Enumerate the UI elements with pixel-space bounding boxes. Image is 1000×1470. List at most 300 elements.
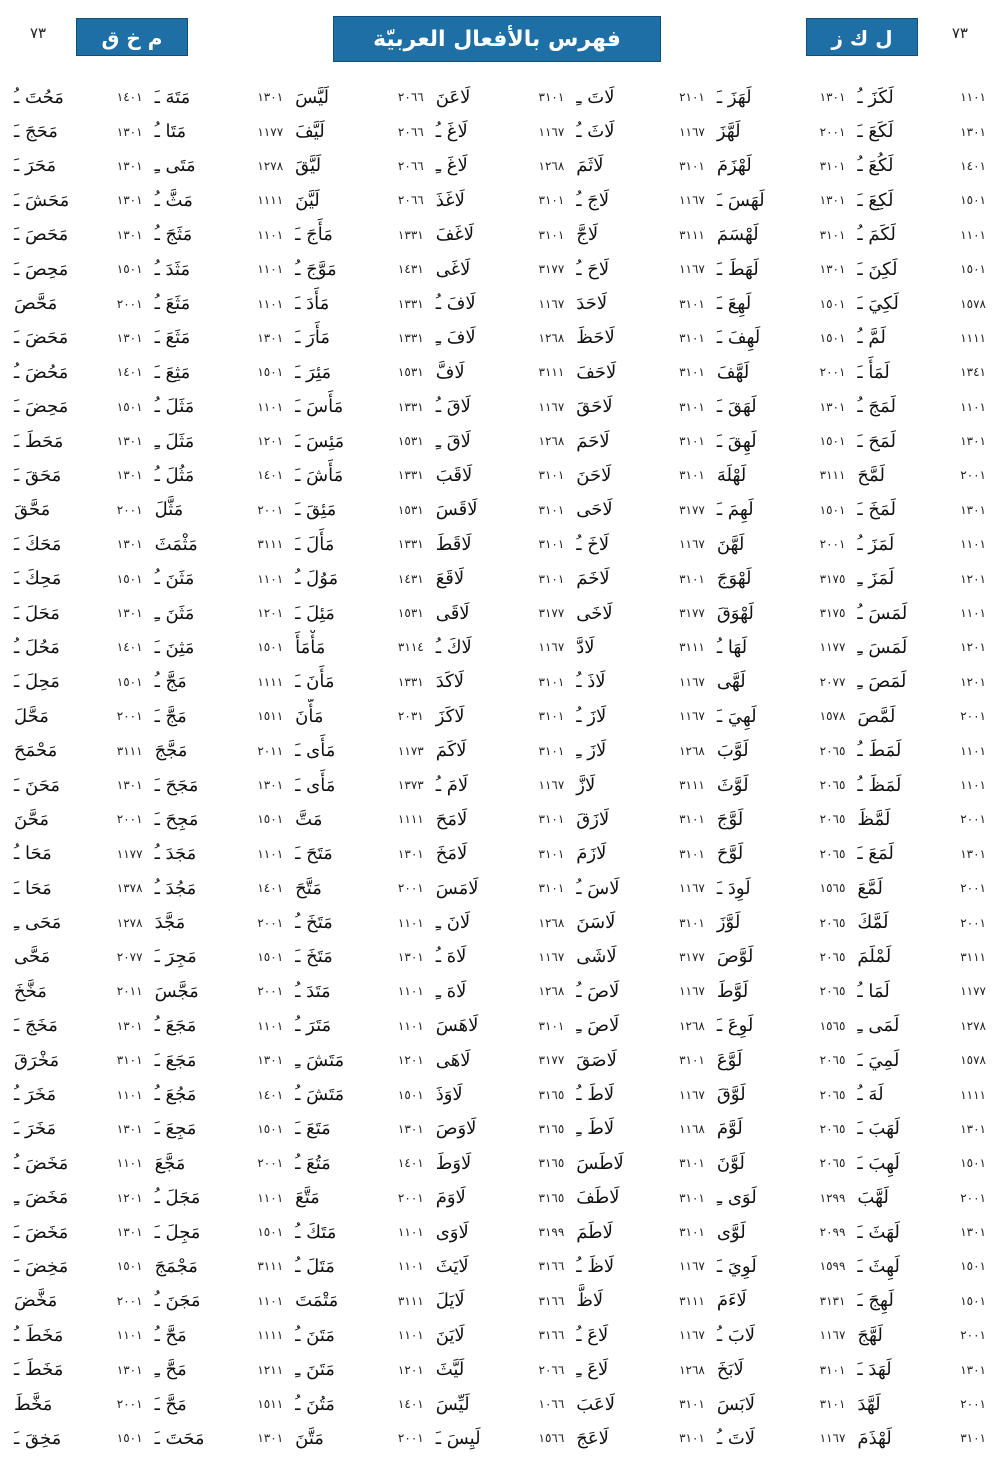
index-entry <box>149 1077 290 1111</box>
index-entry <box>570 1215 711 1249</box>
index-entry <box>149 733 290 767</box>
entry-verb: لَازَمَ <box>576 843 607 865</box>
entry-code: ١١١١ <box>257 674 284 689</box>
index-entry <box>430 321 571 355</box>
entry-verb: مَثَنَ ـُ <box>154 568 195 590</box>
index-entry <box>851 114 992 148</box>
entry-verb: لَوَّجَ <box>716 808 744 830</box>
entry-verb: مَجُعَ ـُ <box>154 1084 197 1106</box>
entry-verb: مَتَعَ ـَ <box>295 1118 331 1140</box>
index-entry <box>149 1352 290 1386</box>
index-entry <box>570 940 711 974</box>
entry-verb: مَتَخَ ـُ <box>295 912 333 934</box>
entry-code: ١٣٠١ <box>960 1121 986 1136</box>
entry-verb: لَهِيَ ـَ <box>716 705 757 727</box>
index-entry <box>8 630 149 664</box>
index-entry <box>851 768 992 802</box>
entry-verb: مَتَشَ ـُ <box>295 1084 345 1106</box>
index-entry <box>570 1387 711 1421</box>
entry-verb: مَئِلَ ـَ <box>295 602 335 624</box>
index-entry <box>430 1421 571 1455</box>
entry-code: ١١٠١ <box>257 571 284 586</box>
index-entry <box>711 493 852 527</box>
entry-code: ٣١٠١ <box>538 812 565 827</box>
entry-verb: لَاطَ ـُ <box>576 1084 615 1106</box>
entry-verb: مَحَرَ ـَ <box>14 155 57 177</box>
index-entry <box>430 768 571 802</box>
index-entry <box>430 1215 571 1249</box>
entry-verb: مَثَجَ ـُ <box>154 224 193 246</box>
entry-verb: مَحَضَ ـَ <box>14 327 69 349</box>
entry-verb: لَاوَى <box>435 1221 469 1243</box>
entry-verb: لَهَّنَ <box>716 533 745 555</box>
entry-verb: مَثَلَ ـِ <box>154 430 195 452</box>
index-entry <box>289 1009 430 1043</box>
entry-code: ٢٠٠١ <box>397 881 424 896</box>
entry-code: ١٥٠١ <box>257 812 284 827</box>
index-entry <box>851 561 992 595</box>
index-entry <box>149 252 290 286</box>
index-entry <box>851 1318 992 1352</box>
index-entry <box>851 493 992 527</box>
entry-verb: لَيِسَ ـَ <box>435 1427 481 1449</box>
index-entry <box>851 1215 992 1249</box>
index-entry <box>8 355 149 389</box>
index-entry <box>570 1077 711 1111</box>
entry-code: ١٣٣١ <box>397 468 424 483</box>
entry-code: ١١٦٧ <box>538 124 565 139</box>
index-entry <box>8 1249 149 1283</box>
entry-verb: مَأَّنَ <box>295 705 324 727</box>
entry-code: ١٣٠١ <box>257 1053 284 1068</box>
entry-code: ١٤٠١ <box>116 90 143 105</box>
entry-code: ٢٠٠١ <box>116 812 143 827</box>
entry-verb: لَاظَ ـُ <box>576 1255 615 1277</box>
entry-verb: لَاعَبَ <box>576 1393 615 1415</box>
entry-verb: لَاهَ ـُ <box>435 946 467 968</box>
index-entry <box>149 940 290 974</box>
index-entry <box>570 149 711 183</box>
entry-code: ١٣٠١ <box>819 90 846 105</box>
index-entry <box>851 1077 992 1111</box>
entry-code: ٣١٦٥ <box>538 1190 565 1205</box>
index-entry <box>570 252 711 286</box>
entry-code: ١١٠١ <box>257 262 284 277</box>
index-entry <box>430 871 571 905</box>
entry-code: ٢٠٠١ <box>116 1293 143 1308</box>
index-entry <box>149 596 290 630</box>
entry-verb: لَامَسَ <box>435 877 479 899</box>
entry-code: ١٣٠١ <box>116 227 143 242</box>
entry-verb: لَمَّعَ <box>857 877 883 899</box>
index-entry <box>570 596 711 630</box>
entry-verb: مَتُعَ ـُ <box>295 1152 331 1174</box>
entry-verb: لَهْزَمَ <box>716 155 752 177</box>
entry-code: ٣١٠١ <box>538 1018 565 1033</box>
entry-code: ١٥٠١ <box>116 262 143 277</box>
entry-verb: مَخَضَ ـُ <box>14 1152 69 1174</box>
index-entry <box>149 114 290 148</box>
entry-verb: لَهَّفَ <box>716 361 750 383</box>
index-entry <box>149 493 290 527</box>
entry-code: ١٣٠١ <box>257 330 284 345</box>
index-entry <box>570 1421 711 1455</box>
page-number-left: ٧٣ <box>30 24 47 42</box>
entry-code: ١٣٠١ <box>116 158 143 173</box>
index-entry <box>570 1284 711 1318</box>
entry-code: ٢٠٦٥ <box>819 1053 846 1068</box>
index-entry <box>289 837 430 871</box>
entry-verb: لَهَبَ ـَ <box>857 1118 900 1140</box>
entry-verb: مَتَكَ ـُ <box>295 1221 337 1243</box>
index-entry <box>149 974 290 1008</box>
entry-verb: لَاقَطَ <box>435 533 472 555</box>
entry-verb: لَاعَ ـِ <box>576 1359 609 1381</box>
entry-code: ١١٠١ <box>257 1018 284 1033</box>
index-entry <box>149 561 290 595</box>
entry-code: ٣١٠١ <box>538 502 565 517</box>
index-entry <box>8 1215 149 1249</box>
index-entry <box>711 630 852 664</box>
index-entry <box>289 630 430 664</box>
index-entry <box>289 114 430 148</box>
index-entry <box>851 183 992 217</box>
index-entry <box>289 149 430 183</box>
entry-verb: لَاظَّ <box>576 1290 604 1312</box>
index-entry <box>430 630 571 664</box>
index-entry <box>149 458 290 492</box>
entry-verb: مَثَّ ـُ <box>154 189 193 211</box>
entry-verb: مَحَّى <box>14 946 51 968</box>
entry-code: ٣١٠١ <box>538 468 565 483</box>
entry-code: ١٣٠١ <box>116 330 143 345</box>
entry-code: ١٤٠١ <box>960 158 986 173</box>
entry-code: ١١٠١ <box>397 1328 424 1343</box>
entry-verb: لَاصَ ـِ <box>576 1015 620 1037</box>
entry-code: ١٣٠١ <box>116 124 143 139</box>
index-entry <box>149 871 290 905</box>
index-entry <box>570 1009 711 1043</box>
entry-verb: مَجْمَجَ <box>154 1255 198 1277</box>
entry-code: ١١٧٧ <box>257 124 284 139</box>
entry-code: ١٥١١ <box>257 709 284 724</box>
entry-code: ١٥٠١ <box>960 1293 986 1308</box>
entry-code: ٣١٠١ <box>679 399 705 414</box>
index-entry <box>851 1421 992 1455</box>
index-entry <box>711 1421 852 1455</box>
entry-verb: مَخْرَقَ <box>14 1049 60 1071</box>
entry-verb: لَايَنَ <box>435 1324 465 1346</box>
index-entry <box>149 1181 290 1215</box>
entry-verb: لَهِعَ ـَ <box>716 293 752 315</box>
entry-verb: لَهَثَ ـَ <box>857 1221 900 1243</box>
entry-verb: لَاغَ ـِ <box>435 155 468 177</box>
entry-code: ١١٧٧ <box>819 640 846 655</box>
entry-verb: لَوَّقَ <box>716 1084 746 1106</box>
index-entry <box>570 355 711 389</box>
entry-verb: لَامَحَ <box>435 808 468 830</box>
entry-code: ١٣٠١ <box>116 778 143 792</box>
entry-verb: مَخَضَ ـِ <box>14 1187 69 1209</box>
entry-verb: لَاعَنَ <box>435 86 471 108</box>
index-entry <box>289 974 430 1008</box>
entry-verb: لَاحَقَ <box>576 396 613 418</box>
index-entry <box>8 1043 149 1077</box>
index-entry <box>851 458 992 492</box>
entry-verb: لَوَّمَ <box>716 1118 743 1140</box>
entry-verb: لَمِيَ ـَ <box>857 1049 900 1071</box>
entry-code: ١١٠١ <box>397 1018 424 1033</box>
entry-verb: مَثِنَ ـَ <box>154 636 195 658</box>
entry-code: ٣١٦٥ <box>538 1087 565 1102</box>
entry-verb: لَاكَزَ <box>435 705 465 727</box>
index-entry <box>570 183 711 217</box>
entry-verb: مَجَّدَ <box>154 912 186 934</box>
index-entry <box>8 1318 149 1352</box>
entry-verb: لَمَّظَ <box>857 808 891 830</box>
index-entry <box>711 1215 852 1249</box>
entry-verb: مَجَّجَ <box>154 740 188 762</box>
entry-verb: مَخَّخَ <box>14 980 47 1002</box>
entry-code: ١٥٠١ <box>819 296 846 311</box>
entry-verb: لَوَى ـِ <box>716 1187 757 1209</box>
index-entry <box>430 424 571 458</box>
entry-verb: لَوَّصَ <box>716 946 754 968</box>
index-entry <box>851 1146 992 1180</box>
entry-code: ١٥٠١ <box>257 1225 284 1240</box>
entry-code: ٢٠٠١ <box>257 1156 284 1171</box>
index-entry <box>8 1146 149 1180</box>
entry-code: ١١٠١ <box>257 1190 284 1205</box>
index-entry <box>430 699 571 733</box>
index-entry <box>149 321 290 355</box>
entry-code: ١٥٠١ <box>116 571 143 586</box>
entry-verb: مَحْمَحَ <box>14 740 58 762</box>
entry-code: ١٣٠١ <box>257 778 284 792</box>
index-entry <box>149 183 290 217</box>
index-entry <box>8 218 149 252</box>
entry-code: ١١٠١ <box>397 1259 424 1274</box>
index-entry <box>430 114 571 148</box>
entry-verb: لَيَّقَ <box>295 155 322 177</box>
index-entry <box>289 321 430 355</box>
index-entry <box>289 1352 430 1386</box>
index-entry <box>570 699 711 733</box>
index-entry <box>851 699 992 733</box>
entry-code: ١٣٠١ <box>960 124 986 139</box>
index-entry <box>430 837 571 871</box>
entry-code: ١٢٧٨ <box>257 158 284 173</box>
entry-code: ١٥٦٥ <box>819 881 846 896</box>
entry-verb: لَايَلَ <box>435 1290 465 1312</box>
entry-code: ٣١٧٥ <box>819 606 846 621</box>
entry-code: ١٣٠١ <box>819 262 846 277</box>
entry-verb: لَافَّ <box>435 361 465 383</box>
entry-verb: مَجَعَ ـَ <box>154 1049 197 1071</box>
index-entry <box>8 871 149 905</box>
entry-verb: لَهَ ـُ <box>857 1084 884 1106</box>
entry-code: ١٢٦٨ <box>538 434 565 449</box>
entry-verb: مَتَلَ ـُ <box>295 1255 335 1277</box>
entry-verb: لَاوَصَ <box>435 1118 477 1140</box>
index-entry <box>570 1112 711 1146</box>
entry-verb: لَهَّدَ <box>857 1393 881 1415</box>
entry-code: ١٣٠١ <box>116 193 143 208</box>
entry-verb: مَجِرَ ـَ <box>154 946 197 968</box>
entry-verb: مَتَّنَ <box>295 1427 324 1449</box>
entry-verb: لَهَا ـُ <box>716 636 748 658</box>
entry-code: ١١٦٧ <box>679 193 705 208</box>
entry-code: ١٢٠١ <box>960 571 986 586</box>
entry-code: ١٣٠١ <box>960 434 986 449</box>
entry-verb: مَجَّ ـُ <box>154 671 187 693</box>
index-entry <box>711 974 852 1008</box>
entry-code: ١٠٦٦ <box>538 1397 565 1412</box>
entry-code: ٢٠٦٦ <box>397 158 424 173</box>
index-entry <box>8 1181 149 1215</box>
index-entry <box>711 699 852 733</box>
entry-code: ٣١٣١ <box>819 1293 846 1308</box>
entry-code: ١١٦٧ <box>538 399 565 414</box>
index-entry <box>8 837 149 871</box>
index-entry <box>711 871 852 905</box>
entry-verb: مَحَّنَ <box>14 808 49 830</box>
entry-verb: مَجَّسَ <box>154 980 199 1002</box>
entry-code: ٢٠٦٥ <box>819 743 846 758</box>
entry-code: ٣١١١ <box>257 537 284 552</box>
index-entry <box>430 183 571 217</box>
entry-verb: لَوِدَ ـَ <box>716 877 751 899</box>
entry-verb: مَوَّجَ ـُ <box>295 258 337 280</box>
entry-code: ١٣٤١ <box>960 365 986 380</box>
entry-code: ١٣٠١ <box>257 90 284 105</box>
entry-code: ٣١٠١ <box>538 674 565 689</box>
entry-code: ١٣٠١ <box>960 1362 986 1377</box>
entry-verb: مَأَسَ ـَ <box>295 396 344 418</box>
entry-code: ٣١١١ <box>116 743 143 758</box>
entry-verb: لَاجَ ـُ <box>576 189 610 211</box>
entry-verb: لَازَ ـُ <box>576 705 607 727</box>
entry-verb: لَهِثَ ـَ <box>857 1255 900 1277</box>
index-entry <box>851 905 992 939</box>
entry-code: ١١٦٧ <box>679 881 705 896</box>
index-entry <box>851 1284 992 1318</box>
entry-code: ٣١٠١ <box>538 227 565 242</box>
entry-verb: مَحَصَ ـَ <box>14 224 69 246</box>
index-entry <box>430 458 571 492</box>
entry-verb: لَكِعَ ـَ <box>857 189 894 211</box>
entry-code: ١٢٦٨ <box>679 1018 705 1033</box>
entry-code: ٣١٧٥ <box>819 571 846 586</box>
entry-verb: لَهَزَ ـَ <box>716 86 752 108</box>
entry-verb: مَجَنَ ـُ <box>154 1290 201 1312</box>
entry-verb: مَأْمَأَ <box>295 636 326 658</box>
entry-verb: لَوَّحَ <box>716 843 744 865</box>
entry-code: ١١٦٨ <box>679 1121 705 1136</box>
entry-verb: مَجَعَ ـُ <box>154 1015 197 1037</box>
entry-verb: لَاثَ ـُ <box>576 121 615 143</box>
index-entry <box>711 596 852 630</box>
index-entry <box>851 733 992 767</box>
entry-verb: لَاغَفَ <box>435 224 475 246</box>
entry-code: ٣١١١ <box>538 365 565 380</box>
index-entry <box>149 1009 290 1043</box>
entry-code: ١٢٦٨ <box>538 158 565 173</box>
index-entry <box>8 1387 149 1421</box>
index-entry <box>289 390 430 424</box>
index-entry <box>289 493 430 527</box>
entry-verb: لَهَقَ ـَ <box>716 396 757 418</box>
entry-code: ١١٠١ <box>960 778 986 792</box>
index-entry <box>851 355 992 389</box>
entry-code: ٣١٠١ <box>679 1431 705 1446</box>
entry-verb: مَأَجَ ـَ <box>295 224 333 246</box>
entry-verb: مَحِضَ ـَ <box>14 396 69 418</box>
entry-verb: لَكُعَ ـُ <box>857 155 894 177</box>
entry-code: ١١١١ <box>257 1328 284 1343</box>
entry-verb: مَخِقَ ـَ <box>14 1427 62 1449</box>
entry-verb: لَامَ ـُ <box>435 774 469 796</box>
entry-verb: لَمَصَ ـِ <box>857 671 907 693</box>
entry-code: ١٣٧٨ <box>116 881 143 896</box>
index-entry <box>711 665 852 699</box>
entry-code: ٣١٦٦ <box>538 1293 565 1308</box>
entry-code: ٣١٠١ <box>679 158 705 173</box>
index-entry <box>851 321 992 355</box>
entry-code: ١٥٠١ <box>257 640 284 655</box>
entry-code: ٢٠٠١ <box>819 124 846 139</box>
entry-code: ١١٠١ <box>397 984 424 999</box>
entry-verb: لَمَزَ ـُ <box>857 533 895 555</box>
entry-verb: مَأَشَ ـَ <box>295 464 344 486</box>
entry-verb: لَمَى ـِ <box>857 1015 900 1037</box>
entry-code: ٣١١١ <box>397 1293 424 1308</box>
index-entry <box>570 493 711 527</box>
entry-code: ١٥٠١ <box>257 949 284 964</box>
index-entry <box>430 252 571 286</box>
index-entry <box>711 527 852 561</box>
index-entry <box>149 355 290 389</box>
entry-verb: مَحُتَ ـُ <box>14 86 64 108</box>
entry-code: ١٤٠١ <box>397 1397 424 1412</box>
entry-verb: لَيَّنَ <box>295 189 320 211</box>
index-entry <box>711 768 852 802</box>
index-entry <box>711 1043 852 1077</box>
index-entry <box>289 80 430 114</box>
index-entry <box>851 596 992 630</box>
index-entry <box>851 871 992 905</box>
entry-code: ٣١٠١ <box>679 846 705 861</box>
index-entry <box>430 286 571 320</box>
entry-code: ١٥٠١ <box>257 365 284 380</box>
letters-box-right: ل ك ز <box>806 18 918 56</box>
entry-code: ٣١٠١ <box>679 915 705 930</box>
entry-verb: مَجِعَ ـَ <box>154 1118 197 1140</box>
entry-verb: مَخَجَ ـَ <box>14 1015 58 1037</box>
entry-verb: لَهْلَهَ <box>716 464 747 486</box>
entry-verb: مَثَّلَ <box>154 499 184 521</box>
entry-code: ٣١٠١ <box>819 1362 846 1377</box>
index-entry <box>289 768 430 802</box>
index-entry <box>8 940 149 974</box>
index-entry <box>711 321 852 355</box>
verb-index-grid <box>8 80 992 1460</box>
letters-box-left: م خ ق <box>76 18 188 56</box>
entry-code: ١٢٠١ <box>960 674 986 689</box>
entry-code: ١٢٦٨ <box>679 743 705 758</box>
entry-code: ١٥٠١ <box>819 330 846 345</box>
entry-code: ١٥٣١ <box>397 434 424 449</box>
